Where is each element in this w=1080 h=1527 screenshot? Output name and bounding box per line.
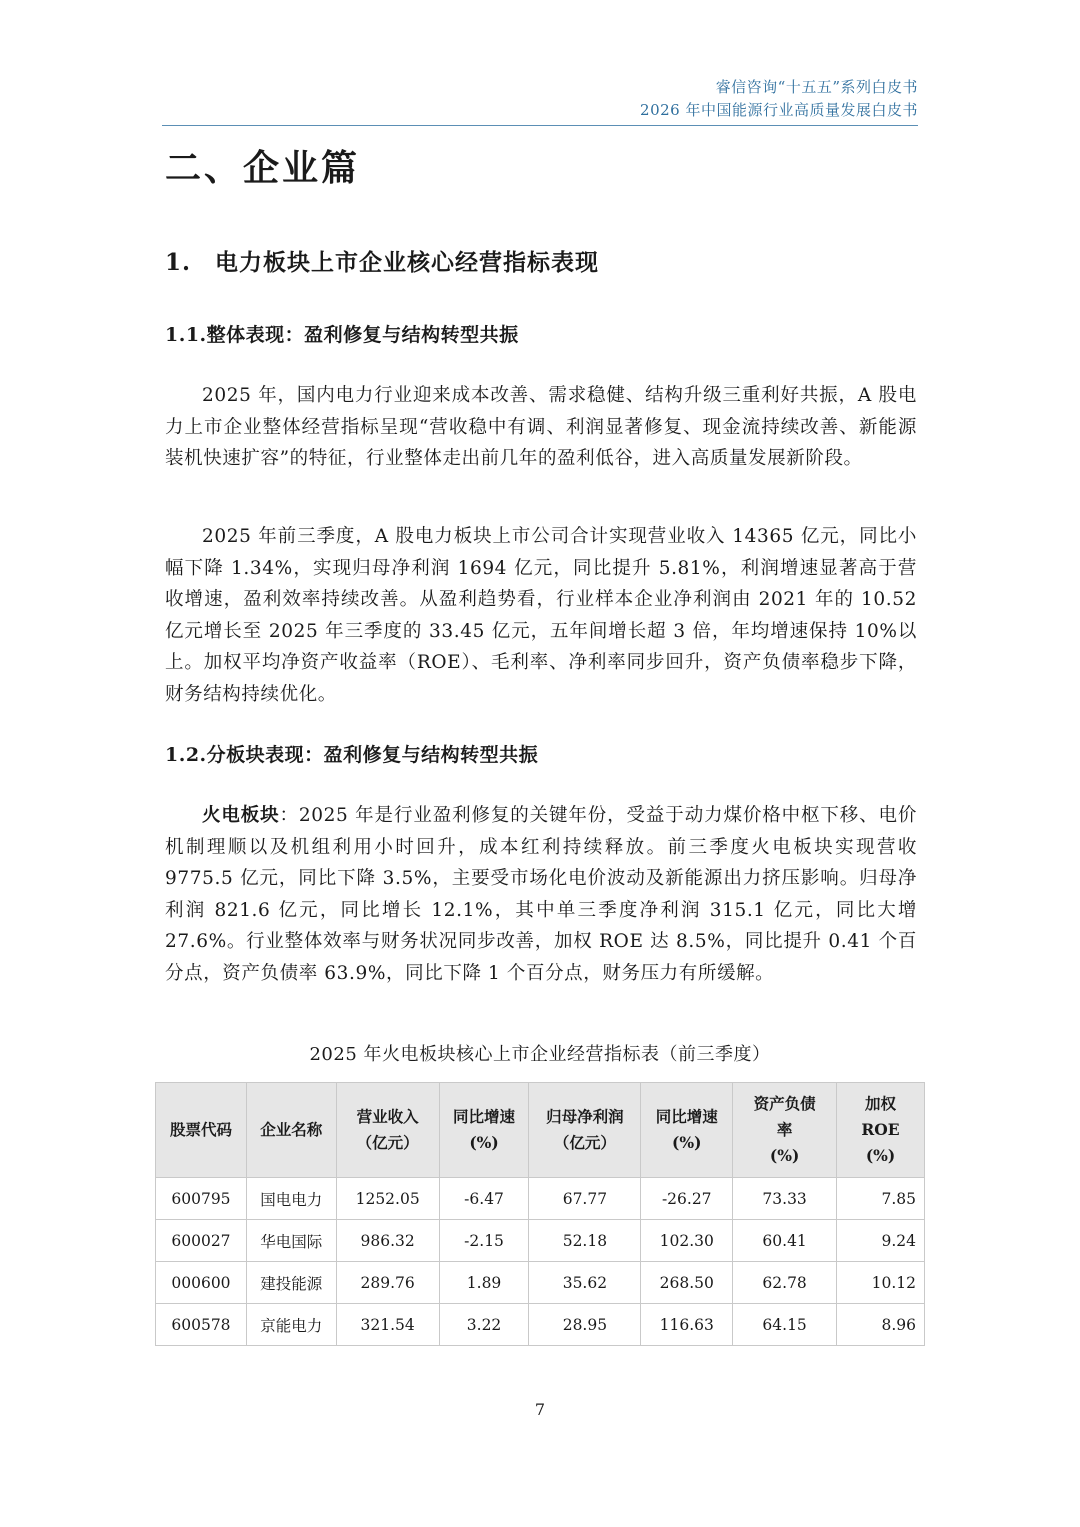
table-cell: 000600 bbox=[156, 1262, 247, 1304]
chapter-title: 二、企业篇 bbox=[165, 147, 361, 189]
body-paragraph: 2025 年前三季度，A 股电力板块上市公司合计实现营业收入 14365 亿元，同比小幅下降 1.34%，实现归母净利润 1694 亿元，同比提升 5.81%，利润增速显著高于营收增速，盈利效率持续改善。从盈利趋势看，行业样本企业净利润由 2021 年的 10.52 亿元增长至 2025 年三季度的 33.45 亿元，五年间增长超 3 倍，年均增速保持 10%以上。加权平均净资产收益率（ROE）、毛利率、净利率同步回升，资产负债率稳步下降，财务结构持续优化。 bbox=[165, 526, 917, 705]
paragraph-text: ：2025 年是行业盈利修复的关键年份，受益于动力煤价格中枢下移、电价机制理顺以及机组利用小时回升，成本红利持续释放。前三季度火电板块实现营收 9775.5 亿元，同比下降 3.5%，主要受市场化电价波动及新能源出力挤压影响。归母净利润 821.6 亿元，同比增长 12.1%，其中单三季度净利润 315.1 亿元，同比大增 27.6%。行业整体效率与财务状况同步改善，加权 ROE 达 8.5%，同比提升 0.41 个百分点，资产负债率 63.9%，同比下降 1 个百分点，财务压力有所缓解。 bbox=[165, 805, 918, 984]
metrics-table bbox=[155, 1082, 925, 1346]
table-cell: 建投能源 bbox=[246, 1262, 336, 1304]
table-cell: 289.76 bbox=[336, 1262, 439, 1304]
table-row bbox=[156, 1304, 925, 1346]
column-header: 加权 ROE (%) bbox=[837, 1083, 925, 1178]
table-cell: 73.33 bbox=[733, 1178, 837, 1220]
paragraph-lead-term: 火电板块 bbox=[202, 805, 280, 826]
table-cell: 10.12 bbox=[837, 1262, 925, 1304]
table-cell: 62.78 bbox=[733, 1262, 837, 1304]
table-cell: 268.50 bbox=[641, 1262, 733, 1304]
table-cell: -26.27 bbox=[641, 1178, 733, 1220]
table-cell: 986.32 bbox=[336, 1220, 439, 1262]
table-cell: 600795 bbox=[156, 1178, 247, 1220]
table-row bbox=[156, 1178, 925, 1220]
table-cell: 3.22 bbox=[439, 1304, 529, 1346]
table-cell: 华电国际 bbox=[246, 1220, 336, 1262]
table-cell: 9.24 bbox=[837, 1220, 925, 1262]
column-header: 同比增速 (%) bbox=[439, 1083, 529, 1178]
table-cell: 64.15 bbox=[733, 1304, 837, 1346]
header-divider bbox=[162, 125, 918, 126]
header-document-title: 2026 年中国能源行业高质量发展白皮书 bbox=[640, 101, 918, 119]
section-title: 1. 电力板块上市企业核心经营指标表现 bbox=[165, 249, 600, 276]
column-header: 同比增速 (%) bbox=[641, 1083, 733, 1178]
table-cell: 8.96 bbox=[837, 1304, 925, 1346]
table-row bbox=[156, 1262, 925, 1304]
table-cell: 321.54 bbox=[336, 1304, 439, 1346]
table-cell: 116.63 bbox=[641, 1304, 733, 1346]
table-cell: 1252.05 bbox=[336, 1178, 439, 1220]
table-cell: 1.89 bbox=[439, 1262, 529, 1304]
table-cell: 28.95 bbox=[529, 1304, 641, 1346]
table-cell: 102.30 bbox=[641, 1220, 733, 1262]
table-cell: -2.15 bbox=[439, 1220, 529, 1262]
table-cell: 7.85 bbox=[837, 1178, 925, 1220]
table-caption: 2025 年火电板块核心上市企业经营指标表（前三季度） bbox=[309, 1044, 771, 1065]
body-paragraph: 2025 年，国内电力行业迎来成本改善、需求稳健、结构升级三重利好共振，A 股电力上市企业整体经营指标呈现“营收稳中有调、利润显著修复、现金流持续改善、新能源装机快速扩容”的特征，行业整体走出前几年的盈利低谷，进入高质量发展新阶段。 bbox=[165, 385, 917, 469]
subsection-title-by-segment: 1.2.分板块表现：盈利修复与结构转型共振 bbox=[165, 744, 539, 766]
table-cell: 600578 bbox=[156, 1304, 247, 1346]
column-header: 股票代码 bbox=[156, 1083, 247, 1178]
table-cell: 京能电力 bbox=[246, 1304, 336, 1346]
table-cell: -6.47 bbox=[439, 1178, 529, 1220]
table-cell: 67.77 bbox=[529, 1178, 641, 1220]
page-number: 7 bbox=[534, 1400, 546, 1419]
table-cell: 600027 bbox=[156, 1220, 247, 1262]
table-cell: 35.62 bbox=[529, 1262, 641, 1304]
table-row bbox=[156, 1220, 925, 1262]
column-header: 营业收入 （亿元） bbox=[336, 1083, 439, 1178]
column-header: 资产负债 率 (%) bbox=[733, 1083, 837, 1178]
header-series-title: 睿信咨询“十五五”系列白皮书 bbox=[715, 78, 918, 96]
table-cell: 52.18 bbox=[529, 1220, 641, 1262]
column-header: 企业名称 bbox=[246, 1083, 336, 1178]
running-header bbox=[640, 76, 918, 122]
subsection-title-overall: 1.1.整体表现：盈利修复与结构转型共振 bbox=[165, 324, 519, 346]
column-header: 归母净利润 （亿元） bbox=[529, 1083, 641, 1178]
table-header-row bbox=[156, 1083, 925, 1178]
table-cell: 国电电力 bbox=[246, 1178, 336, 1220]
body-paragraph bbox=[165, 800, 917, 989]
table-cell: 60.41 bbox=[733, 1220, 837, 1262]
